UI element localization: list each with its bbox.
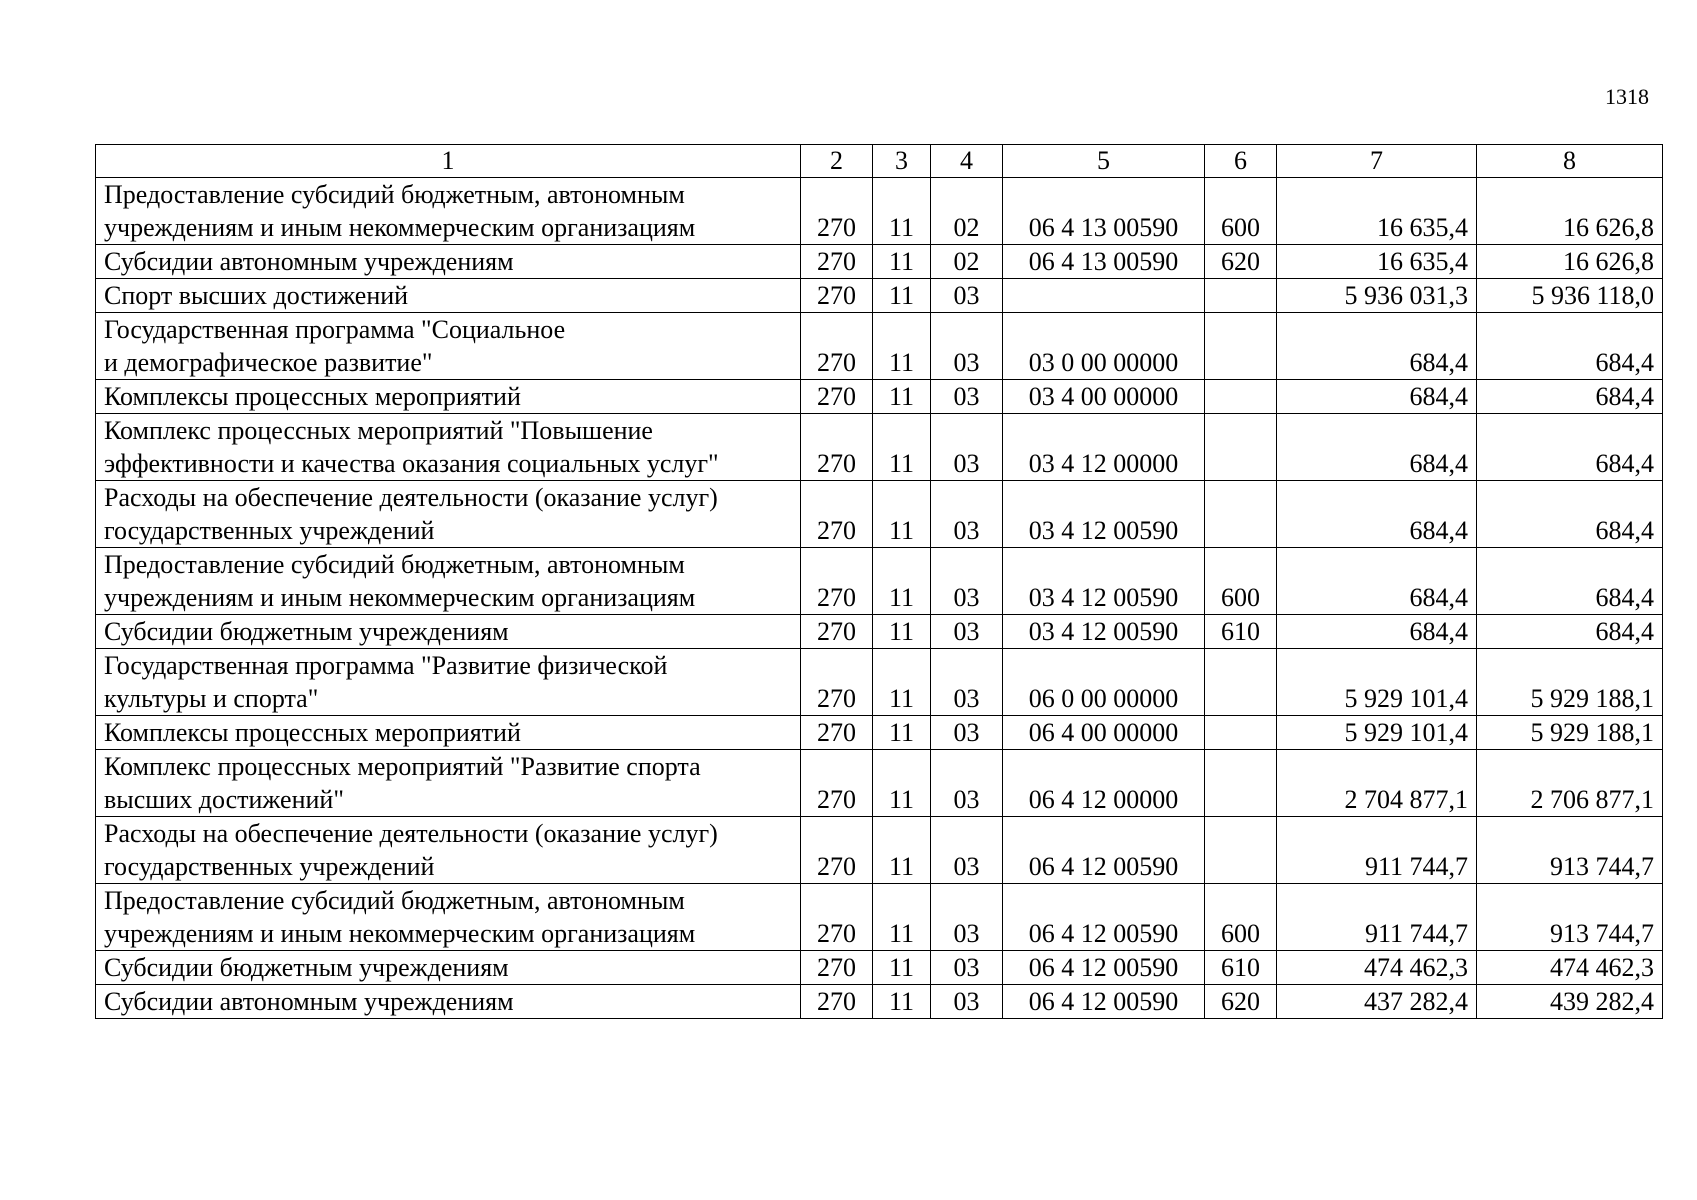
target-article-cell: 06 4 13 00590 <box>1003 245 1205 279</box>
amount-year1-cell: 684,4 <box>1277 548 1477 615</box>
amount-year2-cell: 5 929 188,1 <box>1477 649 1663 716</box>
target-article-cell: 03 4 12 00000 <box>1003 414 1205 481</box>
amount-year1-cell: 5 936 031,3 <box>1277 279 1477 313</box>
section-code-cell: 11 <box>873 245 931 279</box>
amount-year2-cell: 684,4 <box>1477 481 1663 548</box>
item-name-line: Предоставление субсидий бюджетным, автономным <box>104 180 685 209</box>
amount-year1-cell: 16 635,4 <box>1277 245 1477 279</box>
department-code-cell: 270 <box>801 884 873 951</box>
department-code-cell: 270 <box>801 750 873 817</box>
amount-year1-cell: 684,4 <box>1277 414 1477 481</box>
subsection-code-cell: 03 <box>931 481 1003 548</box>
item-name-line: культуры и спорта" <box>104 684 319 713</box>
amount-year2-cell: 684,4 <box>1477 414 1663 481</box>
department-code-cell: 270 <box>801 414 873 481</box>
target-article-cell: 03 4 12 00590 <box>1003 548 1205 615</box>
column-header: 4 <box>931 145 1003 178</box>
target-article-cell: 03 4 12 00590 <box>1003 481 1205 548</box>
amount-year1-cell: 5 929 101,4 <box>1277 716 1477 750</box>
amount-year1-cell: 684,4 <box>1277 481 1477 548</box>
table-body <box>96 178 1663 1019</box>
subsection-code-cell: 03 <box>931 548 1003 615</box>
expense-type-cell: 600 <box>1205 548 1277 615</box>
expense-type-cell <box>1205 414 1277 481</box>
target-article-cell: 06 4 00 00000 <box>1003 716 1205 750</box>
table-row <box>96 245 1663 279</box>
item-name-cell <box>96 884 801 951</box>
item-name-cell <box>96 414 801 481</box>
department-code-cell: 270 <box>801 951 873 985</box>
table-row <box>96 649 1663 716</box>
item-name-line: Государственная программа "Развитие физической <box>104 651 668 680</box>
department-code-cell: 270 <box>801 716 873 750</box>
target-article-cell: 06 4 12 00590 <box>1003 817 1205 884</box>
section-code-cell: 11 <box>873 750 931 817</box>
item-name-cell <box>96 178 801 245</box>
department-code-cell: 270 <box>801 615 873 649</box>
item-name-cell <box>96 313 801 380</box>
item-name-line: учреждениям и иным некоммерческим организациям <box>104 213 696 242</box>
amount-year2-cell: 2 706 877,1 <box>1477 750 1663 817</box>
amount-year2-cell: 684,4 <box>1477 615 1663 649</box>
expense-type-cell <box>1205 649 1277 716</box>
expense-type-cell: 610 <box>1205 951 1277 985</box>
subsection-code-cell: 03 <box>931 985 1003 1019</box>
item-name-line: Комплексы процессных мероприятий <box>104 382 521 411</box>
department-code-cell: 270 <box>801 245 873 279</box>
section-code-cell: 11 <box>873 817 931 884</box>
item-name-line: Расходы на обеспечение деятельности (оказание услуг) <box>104 819 718 848</box>
expense-type-cell: 610 <box>1205 615 1277 649</box>
department-code-cell: 270 <box>801 481 873 548</box>
item-name-cell <box>96 951 801 985</box>
subsection-code-cell: 02 <box>931 245 1003 279</box>
item-name-line: Спорт высших достижений <box>104 281 409 310</box>
department-code-cell: 270 <box>801 985 873 1019</box>
item-name-line: Субсидии бюджетным учреждениям <box>104 617 509 646</box>
subsection-code-cell: 03 <box>931 750 1003 817</box>
expense-type-cell: 600 <box>1205 178 1277 245</box>
subsection-code-cell: 03 <box>931 951 1003 985</box>
table-row <box>96 178 1663 245</box>
item-name-cell <box>96 716 801 750</box>
expense-type-cell <box>1205 279 1277 313</box>
subsection-code-cell: 02 <box>931 178 1003 245</box>
item-name-line: государственных учреждений <box>104 516 435 545</box>
item-name-line: Предоставление субсидий бюджетным, автономным <box>104 886 685 915</box>
amount-year2-cell: 684,4 <box>1477 380 1663 414</box>
item-name-line: Предоставление субсидий бюджетным, автономным <box>104 550 685 579</box>
amount-year2-cell: 5 936 118,0 <box>1477 279 1663 313</box>
item-name-line: Субсидии автономным учреждениям <box>104 987 514 1016</box>
target-article-cell: 06 4 12 00000 <box>1003 750 1205 817</box>
item-name-line: Субсидии автономным учреждениям <box>104 247 514 276</box>
department-code-cell: 270 <box>801 548 873 615</box>
amount-year1-cell: 684,4 <box>1277 380 1477 414</box>
table-row <box>96 884 1663 951</box>
expense-type-cell <box>1205 481 1277 548</box>
column-header: 2 <box>801 145 873 178</box>
table-row <box>96 951 1663 985</box>
section-code-cell: 11 <box>873 615 931 649</box>
target-article-cell: 06 4 13 00590 <box>1003 178 1205 245</box>
item-name-line: Субсидии бюджетным учреждениям <box>104 953 509 982</box>
item-name-line: эффективности и качества оказания социальных услуг" <box>104 449 719 478</box>
amount-year2-cell: 684,4 <box>1477 313 1663 380</box>
amount-year1-cell: 684,4 <box>1277 313 1477 380</box>
amount-year1-cell: 16 635,4 <box>1277 178 1477 245</box>
amount-year1-cell: 684,4 <box>1277 615 1477 649</box>
subsection-code-cell: 03 <box>931 884 1003 951</box>
item-name-cell <box>96 245 801 279</box>
section-code-cell: 11 <box>873 649 931 716</box>
item-name-line: государственных учреждений <box>104 852 435 881</box>
section-code-cell: 11 <box>873 414 931 481</box>
section-code-cell: 11 <box>873 313 931 380</box>
subsection-code-cell: 03 <box>931 313 1003 380</box>
department-code-cell: 270 <box>801 380 873 414</box>
section-code-cell: 11 <box>873 178 931 245</box>
item-name-line: Комплексы процессных мероприятий <box>104 718 521 747</box>
expense-type-cell <box>1205 380 1277 414</box>
item-name-cell <box>96 649 801 716</box>
item-name-line: Расходы на обеспечение деятельности (оказание услуг) <box>104 483 718 512</box>
table-row <box>96 615 1663 649</box>
item-name-cell <box>96 279 801 313</box>
item-name-line: Комплекс процессных мероприятий "Развитие спорта <box>104 752 701 781</box>
item-name-cell <box>96 615 801 649</box>
subsection-code-cell: 03 <box>931 615 1003 649</box>
subsection-code-cell: 03 <box>931 380 1003 414</box>
section-code-cell: 11 <box>873 951 931 985</box>
item-name-cell <box>96 481 801 548</box>
item-name-line: учреждениям и иным некоммерческим организациям <box>104 919 696 948</box>
amount-year2-cell: 5 929 188,1 <box>1477 716 1663 750</box>
expense-type-cell <box>1205 716 1277 750</box>
column-header: 7 <box>1277 145 1477 178</box>
department-code-cell: 270 <box>801 817 873 884</box>
target-article-cell: 03 4 12 00590 <box>1003 615 1205 649</box>
section-code-cell: 11 <box>873 380 931 414</box>
section-code-cell: 11 <box>873 279 931 313</box>
column-header: 1 <box>96 145 801 178</box>
expense-type-cell <box>1205 313 1277 380</box>
item-name-line: учреждениям и иным некоммерческим организациям <box>104 583 696 612</box>
amount-year1-cell: 437 282,4 <box>1277 985 1477 1019</box>
expense-type-cell <box>1205 817 1277 884</box>
section-code-cell: 11 <box>873 716 931 750</box>
section-code-cell: 11 <box>873 985 931 1019</box>
column-number-row <box>96 145 1663 178</box>
amount-year2-cell: 474 462,3 <box>1477 951 1663 985</box>
department-code-cell: 270 <box>801 649 873 716</box>
expense-type-cell <box>1205 750 1277 817</box>
table-row <box>96 750 1663 817</box>
amount-year1-cell: 2 704 877,1 <box>1277 750 1477 817</box>
table-row <box>96 313 1663 380</box>
table-row <box>96 380 1663 414</box>
item-name-line: и демографическое развитие" <box>104 348 433 377</box>
item-name-line: высших достижений" <box>104 785 344 814</box>
table-row <box>96 985 1663 1019</box>
item-name-cell <box>96 817 801 884</box>
target-article-cell: 06 4 12 00590 <box>1003 985 1205 1019</box>
table-row <box>96 279 1663 313</box>
subsection-code-cell: 03 <box>931 716 1003 750</box>
item-name-cell <box>96 750 801 817</box>
table-row <box>96 548 1663 615</box>
item-name-cell <box>96 985 801 1019</box>
target-article-cell: 06 0 00 00000 <box>1003 649 1205 716</box>
department-code-cell: 270 <box>801 313 873 380</box>
column-header: 5 <box>1003 145 1205 178</box>
department-code-cell: 270 <box>801 279 873 313</box>
subsection-code-cell: 03 <box>931 279 1003 313</box>
subsection-code-cell: 03 <box>931 817 1003 884</box>
amount-year1-cell: 5 929 101,4 <box>1277 649 1477 716</box>
section-code-cell: 11 <box>873 884 931 951</box>
item-name-cell <box>96 380 801 414</box>
expense-type-cell: 620 <box>1205 245 1277 279</box>
budget-table <box>95 144 1663 1019</box>
amount-year1-cell: 911 744,7 <box>1277 884 1477 951</box>
table-row <box>96 817 1663 884</box>
section-code-cell: 11 <box>873 548 931 615</box>
table-row <box>96 716 1663 750</box>
amount-year2-cell: 684,4 <box>1477 548 1663 615</box>
target-article-cell <box>1003 279 1205 313</box>
subsection-code-cell: 03 <box>931 649 1003 716</box>
amount-year2-cell: 16 626,8 <box>1477 178 1663 245</box>
target-article-cell: 03 0 00 00000 <box>1003 313 1205 380</box>
item-name-line: Государственная программа "Социальное <box>104 315 566 344</box>
amount-year2-cell: 913 744,7 <box>1477 884 1663 951</box>
expense-type-cell: 600 <box>1205 884 1277 951</box>
item-name-line: Комплекс процессных мероприятий "Повышение <box>104 416 653 445</box>
amount-year2-cell: 439 282,4 <box>1477 985 1663 1019</box>
amount-year2-cell: 16 626,8 <box>1477 245 1663 279</box>
amount-year1-cell: 474 462,3 <box>1277 951 1477 985</box>
expense-type-cell: 620 <box>1205 985 1277 1019</box>
column-header: 6 <box>1205 145 1277 178</box>
amount-year1-cell: 911 744,7 <box>1277 817 1477 884</box>
amount-year2-cell: 913 744,7 <box>1477 817 1663 884</box>
column-header: 3 <box>873 145 931 178</box>
column-header: 8 <box>1477 145 1663 178</box>
table-row <box>96 414 1663 481</box>
subsection-code-cell: 03 <box>931 414 1003 481</box>
target-article-cell: 06 4 12 00590 <box>1003 884 1205 951</box>
page-number: 1318 <box>1605 84 1649 109</box>
section-code-cell: 11 <box>873 481 931 548</box>
table-row <box>96 481 1663 548</box>
target-article-cell: 06 4 12 00590 <box>1003 951 1205 985</box>
department-code-cell: 270 <box>801 178 873 245</box>
item-name-cell <box>96 548 801 615</box>
target-article-cell: 03 4 00 00000 <box>1003 380 1205 414</box>
